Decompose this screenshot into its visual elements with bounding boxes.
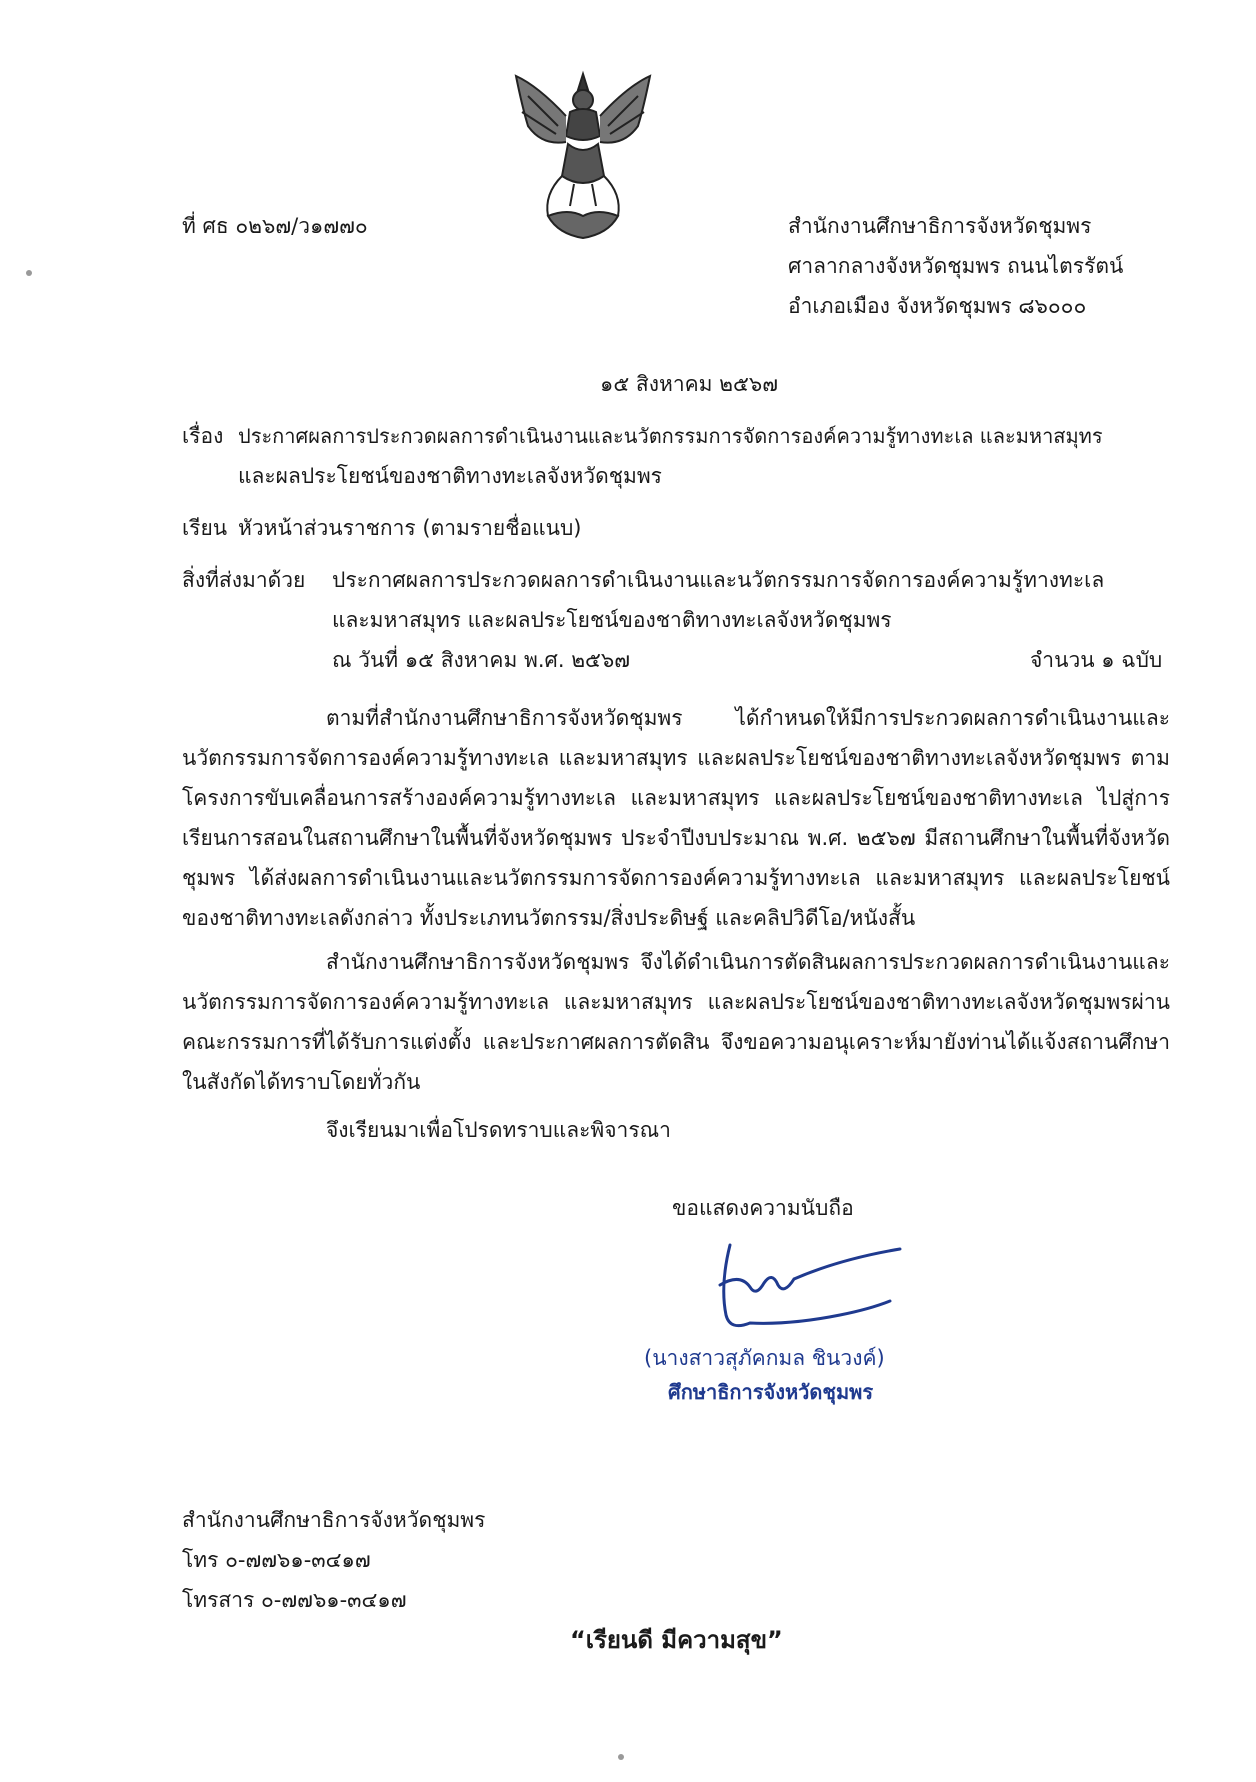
attachment-label: สิ่งที่ส่งมาด้วย [182, 568, 306, 592]
garuda-emblem-icon [508, 66, 658, 246]
sender-org-name: สำนักงานศึกษาธิการจังหวัดชุมพร [788, 214, 1092, 238]
sender-district-line: อำเภอเมือง จังหวัดชุมพร ๘๖๐๐๐ [788, 294, 1087, 318]
body-paragraph-2 [182, 942, 1170, 1102]
footer-office: สำนักงานศึกษาธิการจังหวัดชุมพร [182, 1508, 486, 1532]
letter-date: ๑๕ สิงหาคม ๒๕๖๗ [600, 372, 779, 396]
to-label: เรียน [182, 516, 228, 540]
scan-speck [26, 270, 32, 276]
subject-line-1: ประกาศผลการประกวดผลการดำเนินงานและนวัตกรรมการจัดการองค์ความรู้ทางทะเล และมหาสมุทร [238, 424, 1103, 448]
body-paragraph-1 [182, 698, 1170, 938]
attachment-count: จำนวน ๑ ฉบับ [1030, 648, 1163, 672]
subject-label: เรื่อง [182, 424, 224, 448]
recipient: หัวหน้าส่วนราชการ (ตามรายชื่อแนบ) [238, 516, 582, 540]
attachment-line-1: ประกาศผลการประกวดผลการดำเนินงานและนวัตกรรมการจัดการองค์ความรู้ทางทะเล [332, 568, 1105, 592]
attachment-line-2: และมหาสมุทร และผลประโยชน์ของชาติทางทะเลจังหวัดชุมพร [332, 608, 892, 632]
signer-title: ศึกษาธิการจังหวัดชุมพร [668, 1380, 874, 1404]
closing-line: จึงเรียนมาเพื่อโปรดทราบและพิจารณา [326, 1118, 671, 1142]
reference-number: ที่ ศธ ๐๒๖๗/ว๑๗๗๐ [182, 214, 368, 238]
sender-address-line: ศาลากลางจังหวัดชุมพร ถนนไตรรัตน์ [788, 254, 1124, 278]
signature-icon [690, 1235, 910, 1335]
slogan: “เรียนดี มีความสุข” [570, 1626, 783, 1654]
salutation: ขอแสดงความนับถือ [672, 1196, 854, 1220]
footer-telephone: โทร ๐-๗๗๖๑-๓๔๑๗ [182, 1548, 371, 1572]
body-paragraph-1-text: ตามที่สำนักงานศึกษาธิการจังหวัดชุมพร ได้กำหนดให้มีการประกวดผลการดำเนินงานและนวัตกรรมการจัดการองค์ความรู้ทางทะเล และมหาสมุทร และผลประโยชน์ของชาติทางทะเลจังหวัดชุมพร ตามโครงการขับเคลื่อนการสร้างองค์ความรู้ทางทะเล และมหาสมุทร และผลประโยชน์ของชาติทางทะเล ไปสู่การเรียนการสอนในสถานศึกษาในพื้นที่จังหวัดชุมพร ประจำปีงบประมาณ พ.ศ. ๒๕๖๗ มีสถานศึกษาในพื้นที่จังหวัดชุมพร ได้ส่งผลการดำเนินงานและนวัตกรรมการจัดการองค์ความรู้ทางทะเล และมหาสมุทร และผลประโยชน์ของชาติทางทะเลดังกล่าว ทั้งประเภทนวัตกรรม/สิ่งประดิษฐ์ และคลิปวิดีโอ/หนังสั้น [182, 706, 1170, 930]
subject-line-2: และผลประโยชน์ของชาติทางทะเลจังหวัดชุมพร [238, 464, 662, 488]
body-paragraph-2-text: สำนักงานศึกษาธิการจังหวัดชุมพร จึงได้ดำเนินการตัดสินผลการประกวดผลการดำเนินงานและนวัตกรรมการจัดการองค์ความรู้ทางทะเล และมหาสมุทร และผลประโยชน์ของชาติทางทะเลจังหวัดชุมพรผ่านคณะกรรมการที่ได้รับการแต่งตั้ง และประกาศผลการตัดสิน จึงขอความอนุเคราะห์มายังท่านได้แจ้งสถานศึกษาในสังกัดได้ทราบโดยทั่วกัน [182, 950, 1170, 1094]
scan-speck [618, 1754, 624, 1760]
signer-name: (นางสาวสุภัคกมล ชินวงค์) [644, 1346, 885, 1370]
footer-fax: โทรสาร ๐-๗๗๖๑-๓๔๑๗ [182, 1588, 407, 1612]
attachment-line-3: ณ วันที่ ๑๕ สิงหาคม พ.ศ. ๒๕๖๗ [332, 648, 631, 672]
